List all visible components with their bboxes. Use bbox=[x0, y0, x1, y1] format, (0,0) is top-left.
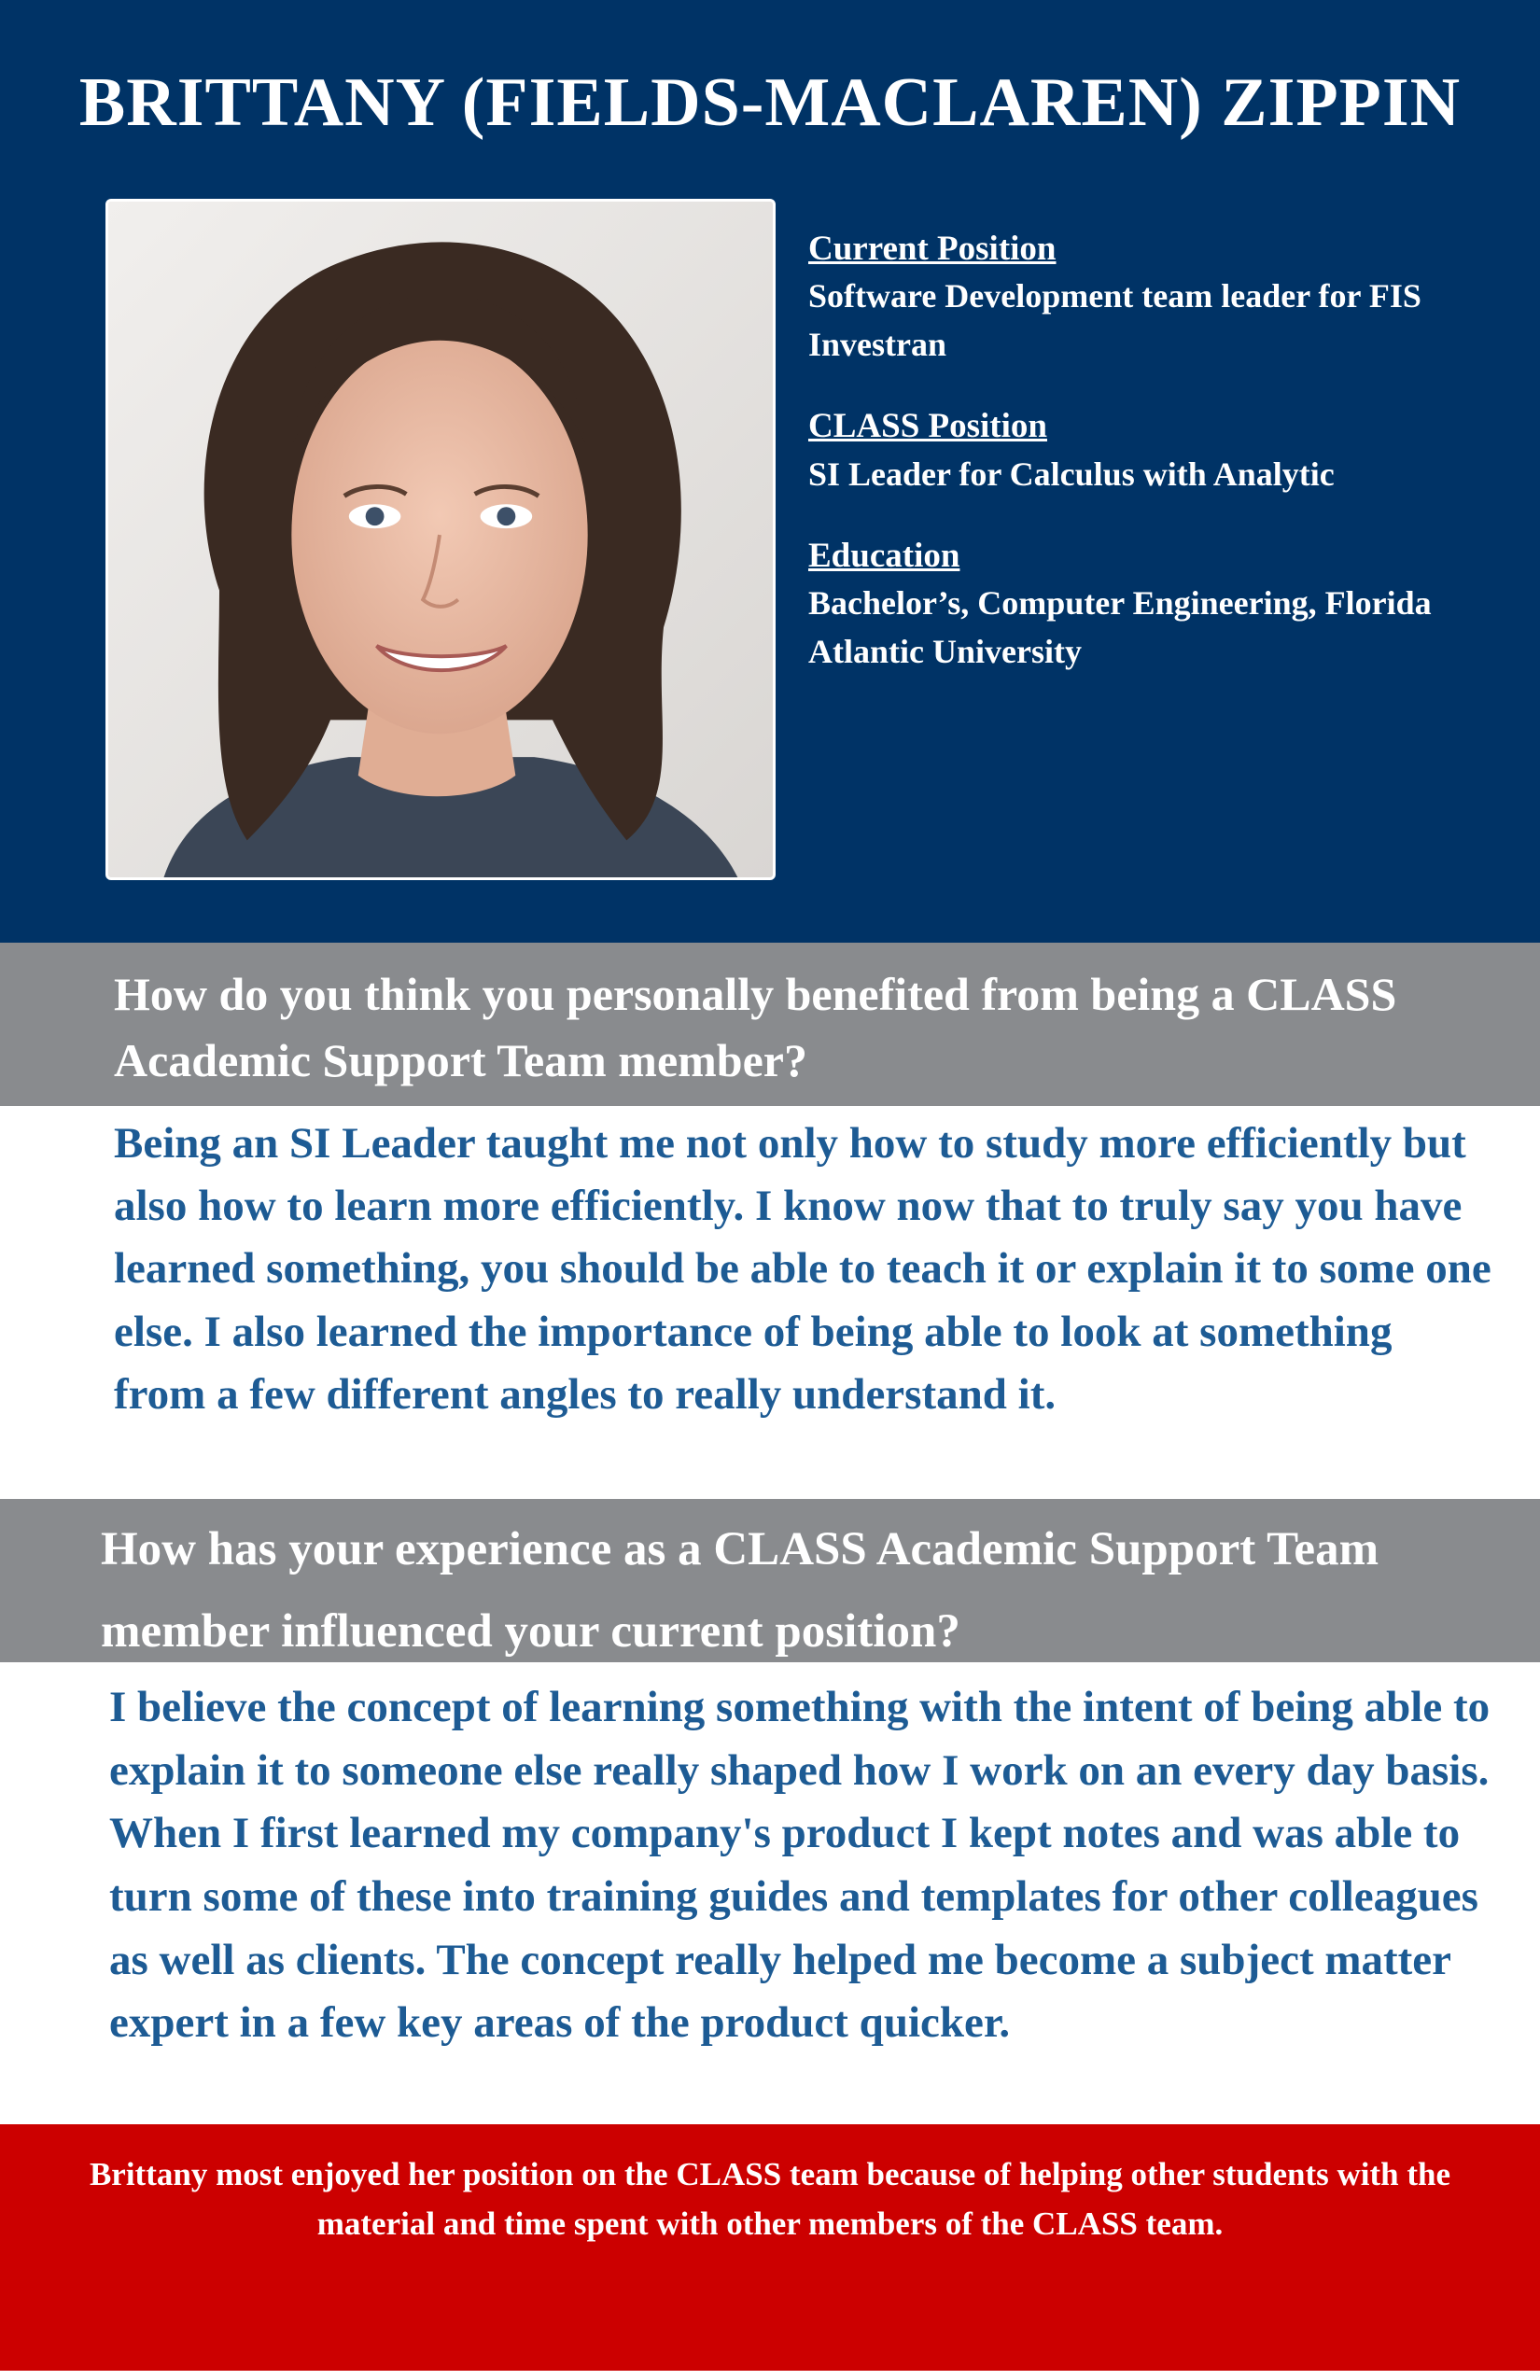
portrait-illustration bbox=[108, 202, 773, 877]
question-1: How do you think you personally benefited from being a CLASS Academic Support Team member? bbox=[0, 943, 1540, 1106]
current-position-section bbox=[808, 227, 1480, 369]
class-position-section bbox=[808, 404, 1480, 497]
current-position-value: Software Development team leader for FIS Investran bbox=[808, 277, 1421, 364]
question-2: How has your experience as a CLASS Academic Support Team member influenced your current position? bbox=[0, 1499, 1540, 1662]
class-position-label: CLASS Position bbox=[808, 407, 1047, 446]
answer-2: I believe the concept of learning something with the intent of being able to explain it to someone else really shaped how I work on an every day basis. When I first learned my company's product I kept notes and was able to turn some of these into training guides and templates for other colleagues as well as clients. The concept really helped me become a subject matter expert in a few key areas of the product quicker. bbox=[109, 1683, 1491, 2048]
current-position-label: Current Position bbox=[808, 230, 1057, 268]
education-section bbox=[808, 534, 1480, 676]
portrait-photo bbox=[105, 199, 776, 880]
footer-note: Brittany most enjoyed her position on the CLASS team because of helping other students with the material and time spent with other members of the CLASS team. bbox=[0, 2124, 1540, 2371]
profile-details bbox=[808, 227, 1480, 711]
answer-1: Being an SI Leader taught me not only how to study more efficiently but also how to learn more efficiently. I know now that to truly say you have learned something, you should be able to teach it or explain it to some one else. I also learned the importance of being able to look at something from a few different angles to really understand it. bbox=[114, 1119, 1491, 1419]
education-value: Bachelor’s, Computer Engineering, Florida Atlantic University bbox=[808, 583, 1432, 671]
education-label: Education bbox=[808, 536, 960, 575]
class-position-value: SI Leader for Calculus with Analytic bbox=[808, 455, 1335, 493]
person-name: BRITTANY (FIELDS-MACLAREN) ZIPPIN bbox=[78, 64, 1462, 141]
profile-header bbox=[0, 0, 1540, 943]
